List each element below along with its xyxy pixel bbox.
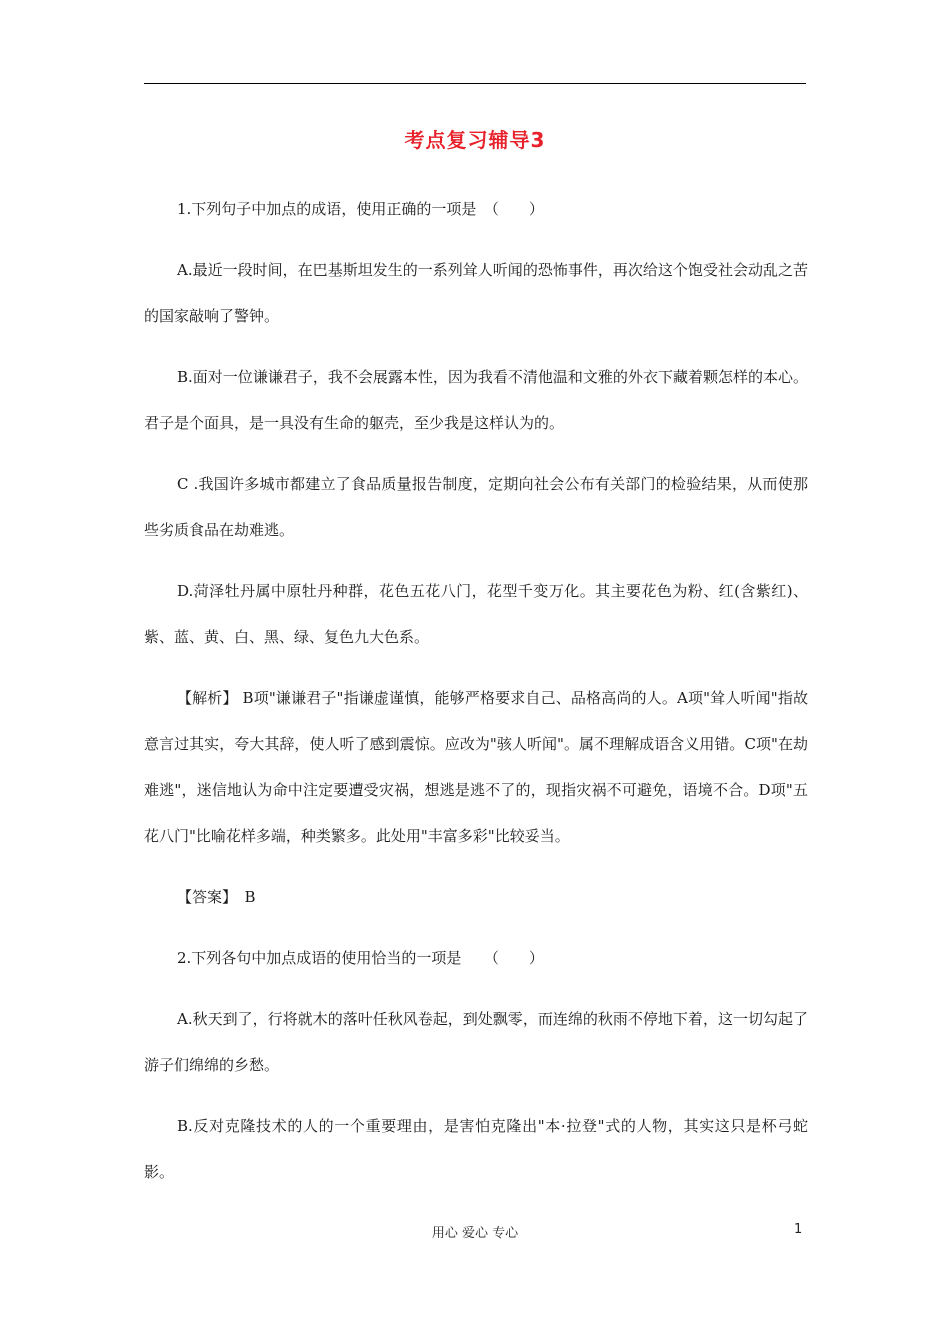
question-1-option-d: D.菏泽牡丹属中原牡丹种群，花色五花八门，花型千变万化。其主要花色为粉、红(含紫红)、紫、蓝、黄、白、黑、绿、复色九大色系。: [144, 582, 808, 646]
question-2: 2.下列各句中加点成语的使用恰当的一项是 （ ）: [177, 949, 544, 967]
document-title: 考点复习辅导3: [404, 128, 546, 152]
question-1-option-b: B.面对一位谦谦君子，我不会展露本性，因为我看不清他温和文雅的外衣下藏着颗怎样的本心。君子是个面具，是一具没有生命的躯壳，至少我是这样认为的。: [144, 368, 808, 432]
question-1-analysis: 【解析】 B项"谦谦君子"指谦虚谨慎，能够严格要求自己、品格高尚的人。A项"耸人听闻"指故意言过其实，夸大其辞，使人听了感到震惊。应改为"骇人听闻"。属不理解成语含义用错。C项"在劫难逃"，迷信地认为命中注定要遭受灾祸，想逃是逃不了的，现指灾祸不可避免，语境不合。D项"五花八门"比喻花样多端，种类繁多。此处用"丰富多彩"比较妥当。: [144, 689, 808, 845]
question-2-option-a: A.秋天到了，行将就木的落叶任秋风卷起，到处飘零，而连绵的秋雨不停地下着，这一切勾起了游子们绵绵的乡愁。: [144, 1010, 808, 1074]
header-rule: [144, 83, 806, 84]
question-1-answer: 【答案】 B: [177, 888, 256, 906]
question-1: 1.下列句子中加点的成语，使用正确的一项是 （ ）: [177, 200, 544, 218]
question-1-option-a: A.最近一段时间，在巴基斯坦发生的一系列耸人听闻的恐怖事件，再次给这个饱受社会动乱之苦的国家敲响了警钟。: [144, 261, 808, 325]
question-2-option-b: B.反对克隆技术的人的一个重要理由，是害怕克隆出"本·拉登"式的人物，其实这只是杯弓蛇影。: [144, 1117, 808, 1181]
page-number: 1: [794, 1222, 803, 1237]
document-body: [144, 186, 808, 1210]
footer-slogan: 用心 爱心 专心: [431, 1226, 519, 1241]
question-1-option-c: C .我国许多城市都建立了食品质量报告制度，定期向社会公布有关部门的检验结果，从而使那些劣质食品在劫难逃。: [144, 475, 808, 539]
